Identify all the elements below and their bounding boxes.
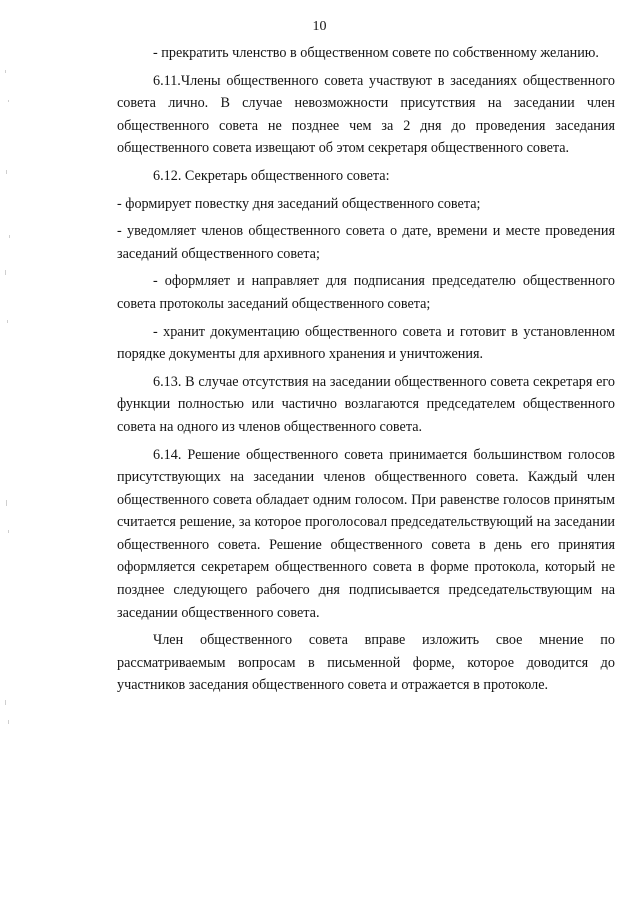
paragraph-6-11: 6.11.Члены общественного совета участвуют в заседаниях общественного совета лично. В случае невозможности присутствия на заседании член общественного совета не позднее чем за 2 дня до проведения заседания общественного совета извещают об этом секретаря общественного совета. bbox=[117, 72, 615, 157]
paragraph-6-13: 6.13. В случае отсутствия на заседании общественного совета секретаря его функции полностью или частично возлагаются председателем общественного совета на одного из членов общественного совета. bbox=[117, 373, 615, 435]
page-number: 10 bbox=[312, 19, 327, 34]
paragraph-secretary-notify: - уведомляет членов общественного совета о дате, времени и месте проведения заседаний общественного совета; bbox=[117, 223, 615, 262]
paragraph-secretary-archive: - хранит документацию общественного совета и готовит в установленном порядке документы для архивного хранения и уничтожения. bbox=[117, 323, 615, 363]
paragraph-membership-end: - прекратить членство в общественном совете по собственному желанию. bbox=[153, 45, 599, 61]
paragraph-dissenting-opinion: Член общественного совета вправе изложить свое мнение по рассматриваемым вопросам в письменной форме, которое доводится до участников заседания общественного совета и отражается в протоколе. bbox=[117, 632, 615, 694]
document-body bbox=[117, 42, 615, 702]
paragraph-6-12: 6.12. Секретарь общественного совета: bbox=[153, 167, 390, 184]
paragraph-secretary-protocols: - оформляет и направляет для подписания председателю общественного совета протоколы заседаний общественного совета; bbox=[117, 273, 615, 312]
paragraph-secretary-agenda: - формирует повестку дня заседаний общественного совета; bbox=[117, 195, 481, 212]
scan-edge-marks bbox=[2, 60, 14, 760]
paragraph-6-14: 6.14. Решение общественного совета принимается большинством голосов присутствующих на заседании членов общественного совета. Каждый член общественного совета обладает одним голосом. При равенстве голосов принятым считается решение, за которое проголосовал председательствующий на заседании общественного совета. Решение общественного совета в день его принятия оформляется секретарем общественного совета в форме протокола, который не позднее следующего рабочего дня подписывается председательствующим на заседании общественного совета. bbox=[117, 446, 615, 621]
